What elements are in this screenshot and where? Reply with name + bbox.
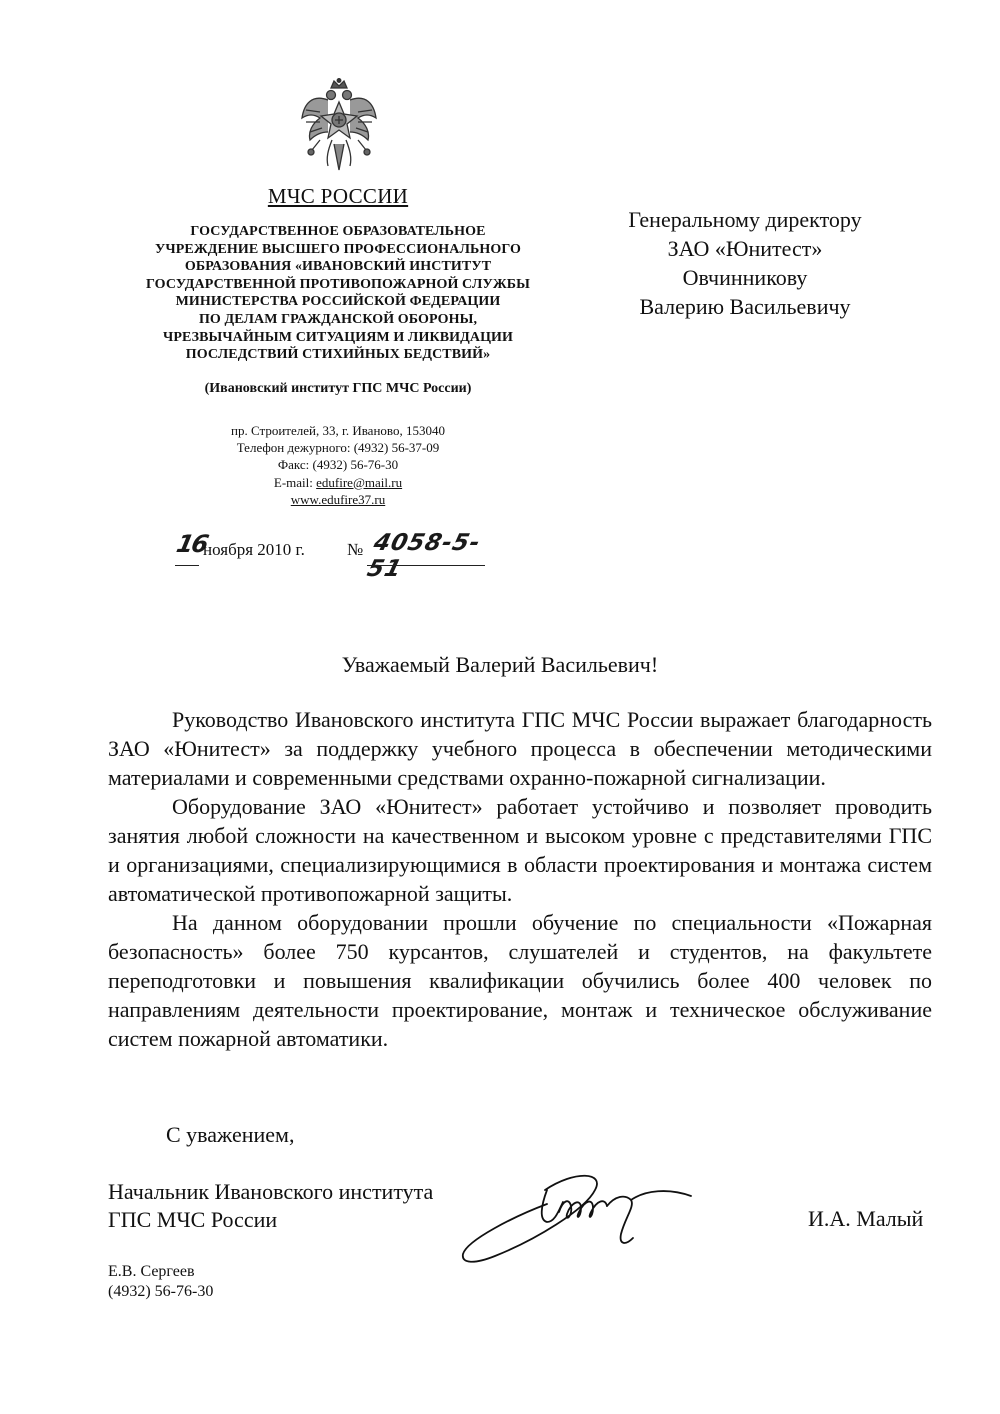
handwritten-signature [455,1160,725,1270]
institution-line: МИНИСТЕРСТВА РОССИЙСКОЙ ФЕДЕРАЦИИ [175,294,501,310]
number-label: № [347,540,364,559]
day-underline [175,565,199,566]
contacts [118,422,558,508]
institution-short-name: (Ивановский институт ГПС МЧС России) [204,380,472,396]
mchs-emblem-icon [298,78,380,174]
date-text: ноября 2010 г. [203,540,305,559]
handwritten-day: 16 [174,530,210,558]
institution-line: ПО ДЕЛАМ ГРАЖДАНСКОЙ ОБОРОНЫ, [198,311,478,327]
executor-phone: (4932) 56-76-30 [108,1283,214,1300]
handwritten-number: 4058-5-51 [364,530,484,582]
signer-title-line: Начальник Ивановского института [108,1179,434,1204]
sender-block [118,184,558,508]
institution-line: ПОСЛЕДСТВИЙ СТИХИЙНЫХ БЕДСТВИЙ» [185,347,491,363]
email-row [118,474,558,491]
addressee-line: ЗАО «Юнитест» [667,236,823,261]
institution-line: ОБРАЗОВАНИЯ «ИВАНОВСКИЙ ИНСТИТУТ [184,259,492,275]
signer-title-line: ГПС МЧС России [108,1207,278,1232]
addressee-line: Валерию Васильевичу [639,294,851,319]
signer-name: И.А. Малый [808,1206,924,1231]
executor-name: Е.В. Сергеев [108,1263,195,1280]
greeting: Уважаемый Валерий Васильевич! [341,652,659,677]
institution-line: УЧРЕЖДЕНИЕ ВЫСШЕГО ПРОФЕССИОНАЛЬНОГО [154,241,522,257]
website-link[interactable]: www.edufire37.ru [290,491,386,507]
body-paragraph: Руководство Ивановского института ГПС МЧС России выражает благодарность ЗАО «Юнитест» за поддержку учебного процесса в обеспечении методическими материалами и современными средствами охранно-пожарной сигнализации. [108,707,932,790]
email-label: E-mail: [273,474,317,490]
signer-title [108,1178,433,1234]
institution-line: ГОСУДАРСТВЕННОЕ ОБРАЗОВАТЕЛЬНОЕ [190,224,486,239]
addressee-block [600,205,890,321]
body-paragraph: На данном оборудовании прошли обучение по специальности «Пожарная безопасность» более 750 курсантов, слушателей и студентов, на факультете переподготовки и повышения квалификации обучились более 400 человек по направлениям деятельности проектирование, монтаж и техническое обслуживание систем пожарной автоматики. [108,910,932,1051]
addressee-line: Овчинникову [682,265,808,290]
institution-line: ЧРЕЗВЫЧАЙНЫМ СИТУАЦИЯМ И ЛИКВИДАЦИИ [162,329,514,345]
letter-body [108,705,932,1053]
executor-block [108,1262,213,1302]
phone: Телефон дежурного: (4932) 56-37-09 [236,440,440,456]
ministry-name: МЧС РОССИИ [267,184,409,208]
institution-line: ГОСУДАРСТВЕННОЙ ПРОТИВОПОЖАРНОЙ СЛУЖБЫ [146,276,530,292]
number-underline [367,565,485,566]
address: пр. Строителей, 33, г. Иваново, 153040 [231,422,445,438]
closing: С уважением, [166,1122,295,1147]
body-paragraph: Оборудование ЗАО «Юнитест» работает устойчиво и позволяет проводить занятия любой сложности на качественном и высоком уровне с представителями ГПС и организациями, специализирующимися в области проектирования и монтажа систем автоматической противопожарной защиты. [108,794,932,906]
date-number-line [174,530,495,582]
fax: Факс: (4932) 56-76-30 [277,457,399,473]
email-link[interactable]: edufire@mail.ru [316,474,403,490]
institution-full-name [118,223,558,364]
addressee-line: Генеральному директору [628,207,862,232]
